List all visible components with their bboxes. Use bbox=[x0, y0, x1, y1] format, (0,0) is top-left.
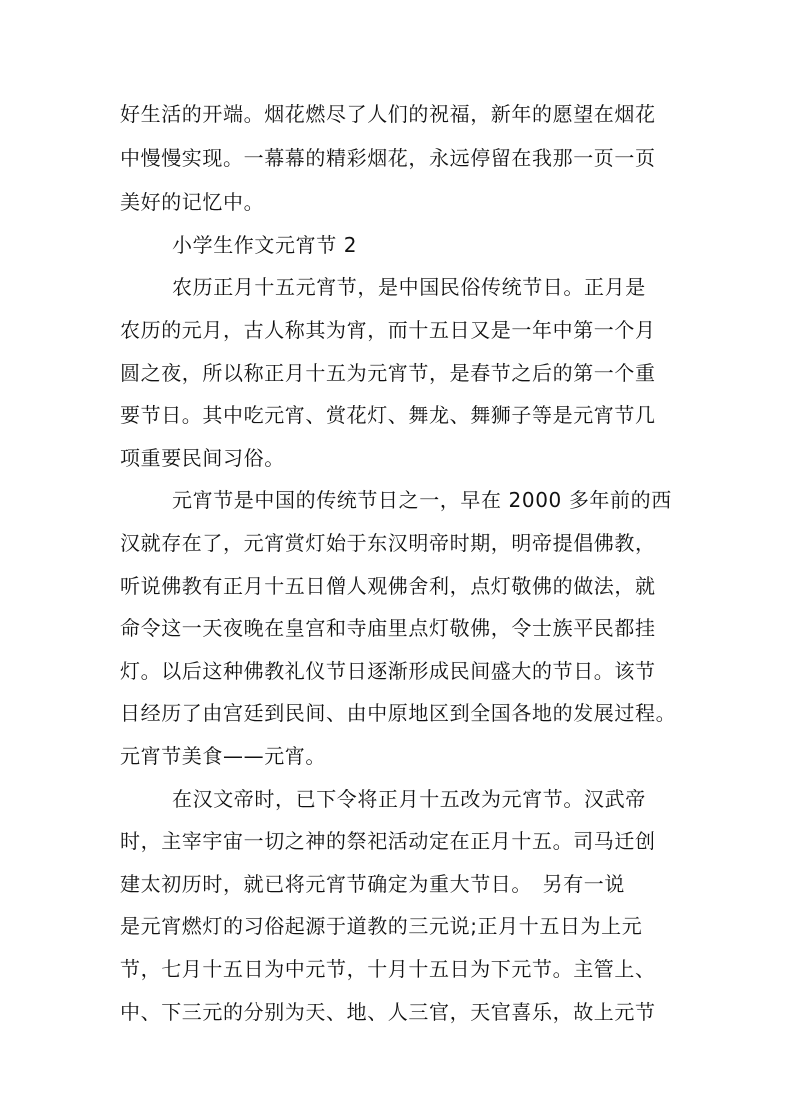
text-line: 中慢慢实现。一幕幕的精彩烟花，永远停留在我那一页一页 bbox=[120, 146, 656, 170]
text-line: 元宵节是中国的传统节日之一，早在 2000 多年前的西 bbox=[172, 488, 672, 512]
text-line: 是元宵燃灯的习俗起源于道教的三元说;正月十五日为上元 bbox=[120, 914, 643, 938]
text-line: 圆之夜，所以称正月十五为元宵节，是春节之后的第一个重 bbox=[120, 361, 656, 385]
text-line: 听说佛教有正月十五日僧人观佛舍利，点灯敬佛的做法，就 bbox=[120, 574, 656, 598]
text-line: 农历的元月，古人称其为宵，而十五日又是一年中第一个月 bbox=[120, 318, 656, 342]
text-line: 美好的记忆中。 bbox=[120, 190, 265, 214]
text-line: 节，七月十五日为中元节，十月十五日为下元节。主管上、 bbox=[120, 957, 656, 981]
text-line: 农历正月十五元宵节，是中国民俗传统节日。正月是 bbox=[172, 275, 646, 299]
text-line: 命令这一天夜晚在皇宫和寺庙里点灯敬佛，令士族平民都挂 bbox=[120, 616, 656, 640]
text-line: 在汉文帝时，已下令将正月十五改为元宵节。汉武帝 bbox=[172, 787, 646, 811]
text-line: 要节日。其中吃元宵、赏花灯、舞龙、舞狮子等是元宵节几 bbox=[120, 403, 656, 427]
text-line: 灯。以后这种佛教礼仪节日逐渐形成民间盛大的节日。该节 bbox=[120, 659, 656, 683]
text-line: 元宵节美食——元宵。 bbox=[120, 744, 326, 768]
section-heading: 小学生作文元宵节 2 bbox=[172, 233, 358, 257]
text-line: 项重要民间习俗。 bbox=[120, 446, 285, 470]
text-line: 中、下三元的分别为天、地、人三官，天官喜乐，故上元节 bbox=[120, 1000, 656, 1024]
text-line: 时，主宰宇宙一切之神的祭祀活动定在正月十五。司马迁创 bbox=[120, 829, 656, 853]
text-line: 汉就存在了，元宵赏灯始于东汉明帝时期，明帝提倡佛教， bbox=[120, 531, 656, 555]
text-line: 日经历了由宫廷到民间、由中原地区到全国各地的发展过程。 bbox=[120, 701, 677, 725]
text-line: 建太初历时，就已将元宵节确定为重大节日。 另有一说 bbox=[120, 872, 625, 896]
text-line: 好生活的开端。烟花燃尽了人们的祝福，新年的愿望在烟花 bbox=[120, 102, 656, 126]
